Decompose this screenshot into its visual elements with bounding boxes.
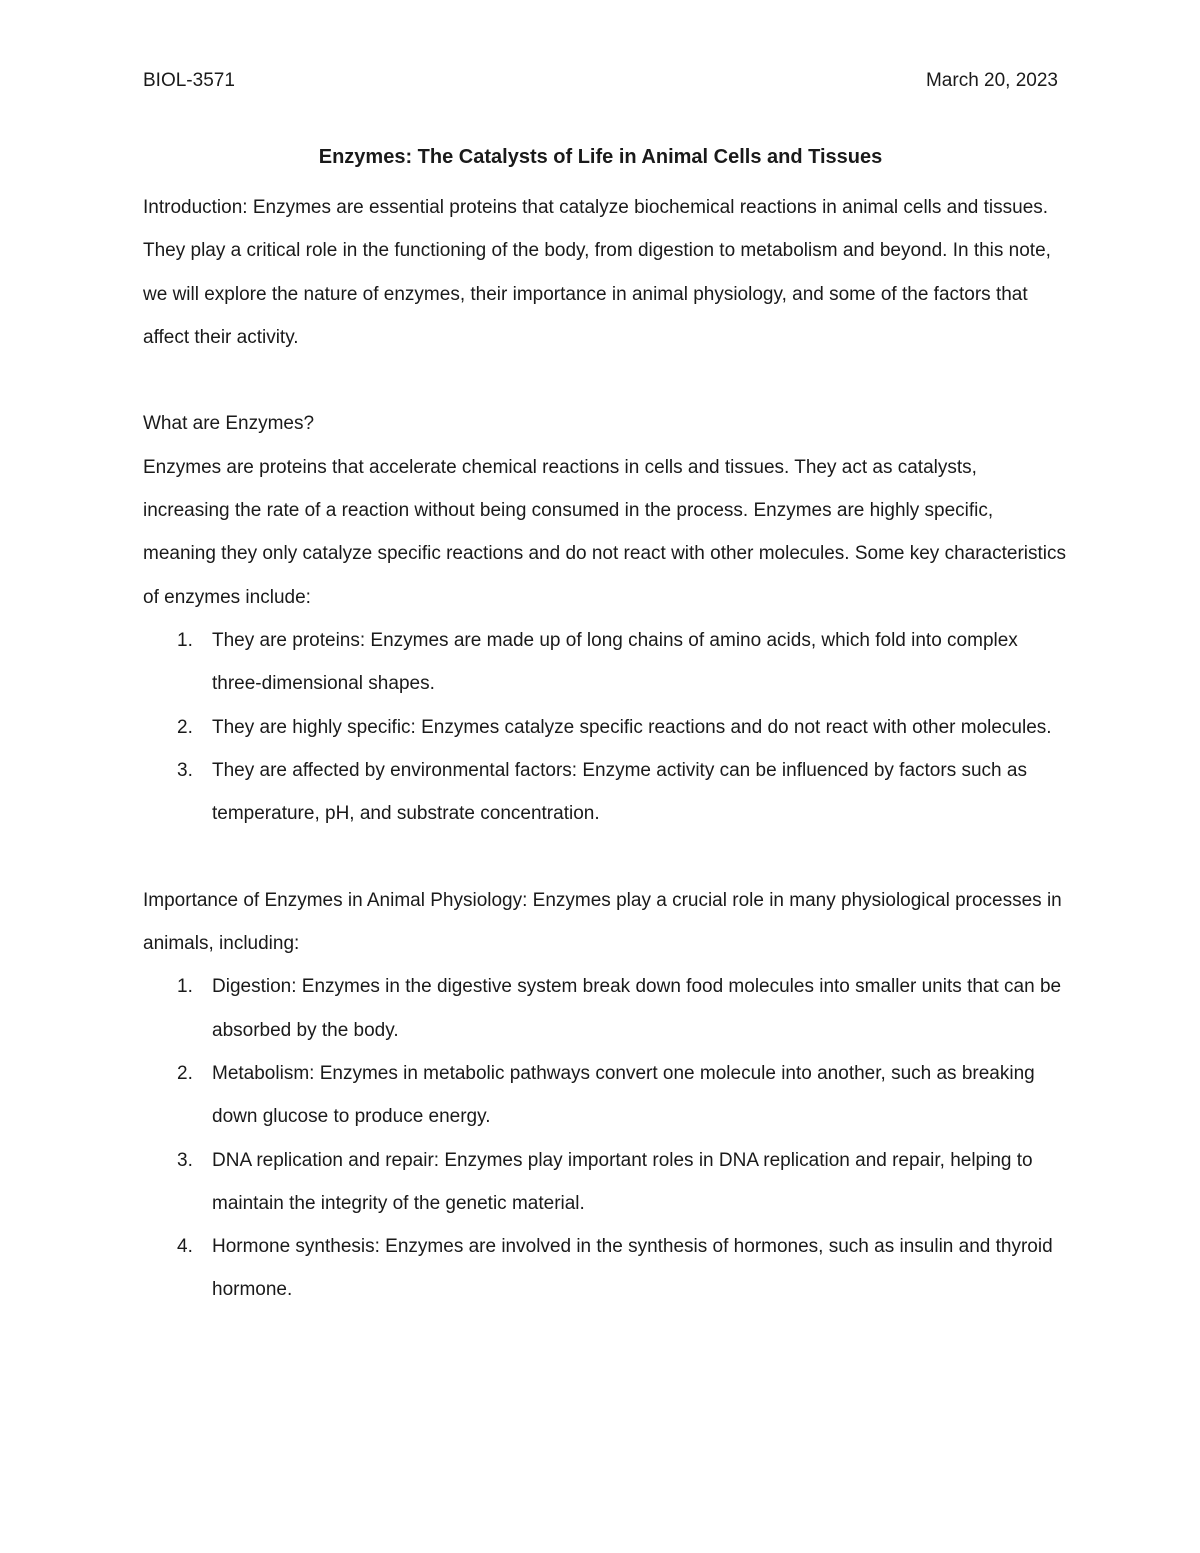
course-code: BIOL-3571 [143,70,235,91]
list-number: 3. [177,1149,193,1171]
list-item [143,1225,1068,1312]
document-body [143,186,1068,1312]
list-number: 1. [177,629,193,651]
list-item [143,965,1068,1052]
list-item-text: They are proteins: Enzymes are made up of long chains of amino acids, which fold into complex three-dimensional shapes. [212,629,1018,695]
list-item-text: Digestion: Enzymes in the digestive system break down food molecules into smaller units that can be absorbed by the body. [212,976,1062,1041]
intro-paragraph: Introduction: Enzymes are essential proteins that catalyze biochemical reactions in animal cells and tissues. They play a critical role in the functioning of the body, from digestion to metabolism and beyond. In this note, we will explore the nature of enzymes, their importance in animal physiology, and some of the factors that affect their activity. [143,197,1051,348]
document-title: Enzymes: The Catalysts of Life in Animal Cells and Tissues [318,146,883,168]
importance-paragraph: Importance of Enzymes in Animal Physiology: Enzymes play a crucial role in many physiological processes in animals, including: [143,889,1062,955]
list-number: 4. [177,1236,193,1258]
list-item [143,749,1068,836]
list-item-text: DNA replication and repair: Enzymes play important roles in DNA replication and repair, helping to maintain the integrity of the genetic material. [212,1149,1033,1214]
list-item [143,706,1068,749]
section-heading-what-are-enzymes: What are Enzymes? [143,413,315,435]
list-item [143,619,1068,706]
list-item-text: They are highly specific: Enzymes catalyze specific reactions and do not react with other molecules. [212,716,1052,738]
list-number: 3. [177,759,193,781]
list-item-text: Hormone synthesis: Enzymes are involved in the synthesis of hormones, such as insulin and thyroid hormone. [212,1236,1053,1301]
list-item [143,1052,1068,1139]
list-item-text: Metabolism: Enzymes in metabolic pathways convert one molecule into another, such as breaking down glucose to produce energy. [212,1062,1035,1128]
list-item-text: They are affected by environmental factors: Enzyme activity can be influenced by factors such as temperature, pH, and substrate concentration. [212,759,1027,825]
what-are-enzymes-paragraph: Enzymes are proteins that accelerate chemical reactions in cells and tissues. They act as catalysts, increasing the rate of a reaction without being consumed in the process. Enzymes are highly specific, meaning they only catalyze specific reactions and do not react with other molecules. Some key characteristics of enzymes include: [143,456,1067,608]
spacer [143,835,1068,878]
page-header [143,70,1058,100]
list-item [143,1139,1068,1226]
list-number: 2. [177,716,193,738]
importance-list [143,965,1068,1311]
characteristics-list [143,619,1068,835]
document-date: March 20, 2023 [925,70,1058,91]
list-number: 2. [177,1062,193,1084]
spacer [143,359,1068,402]
list-number: 1. [177,976,193,998]
